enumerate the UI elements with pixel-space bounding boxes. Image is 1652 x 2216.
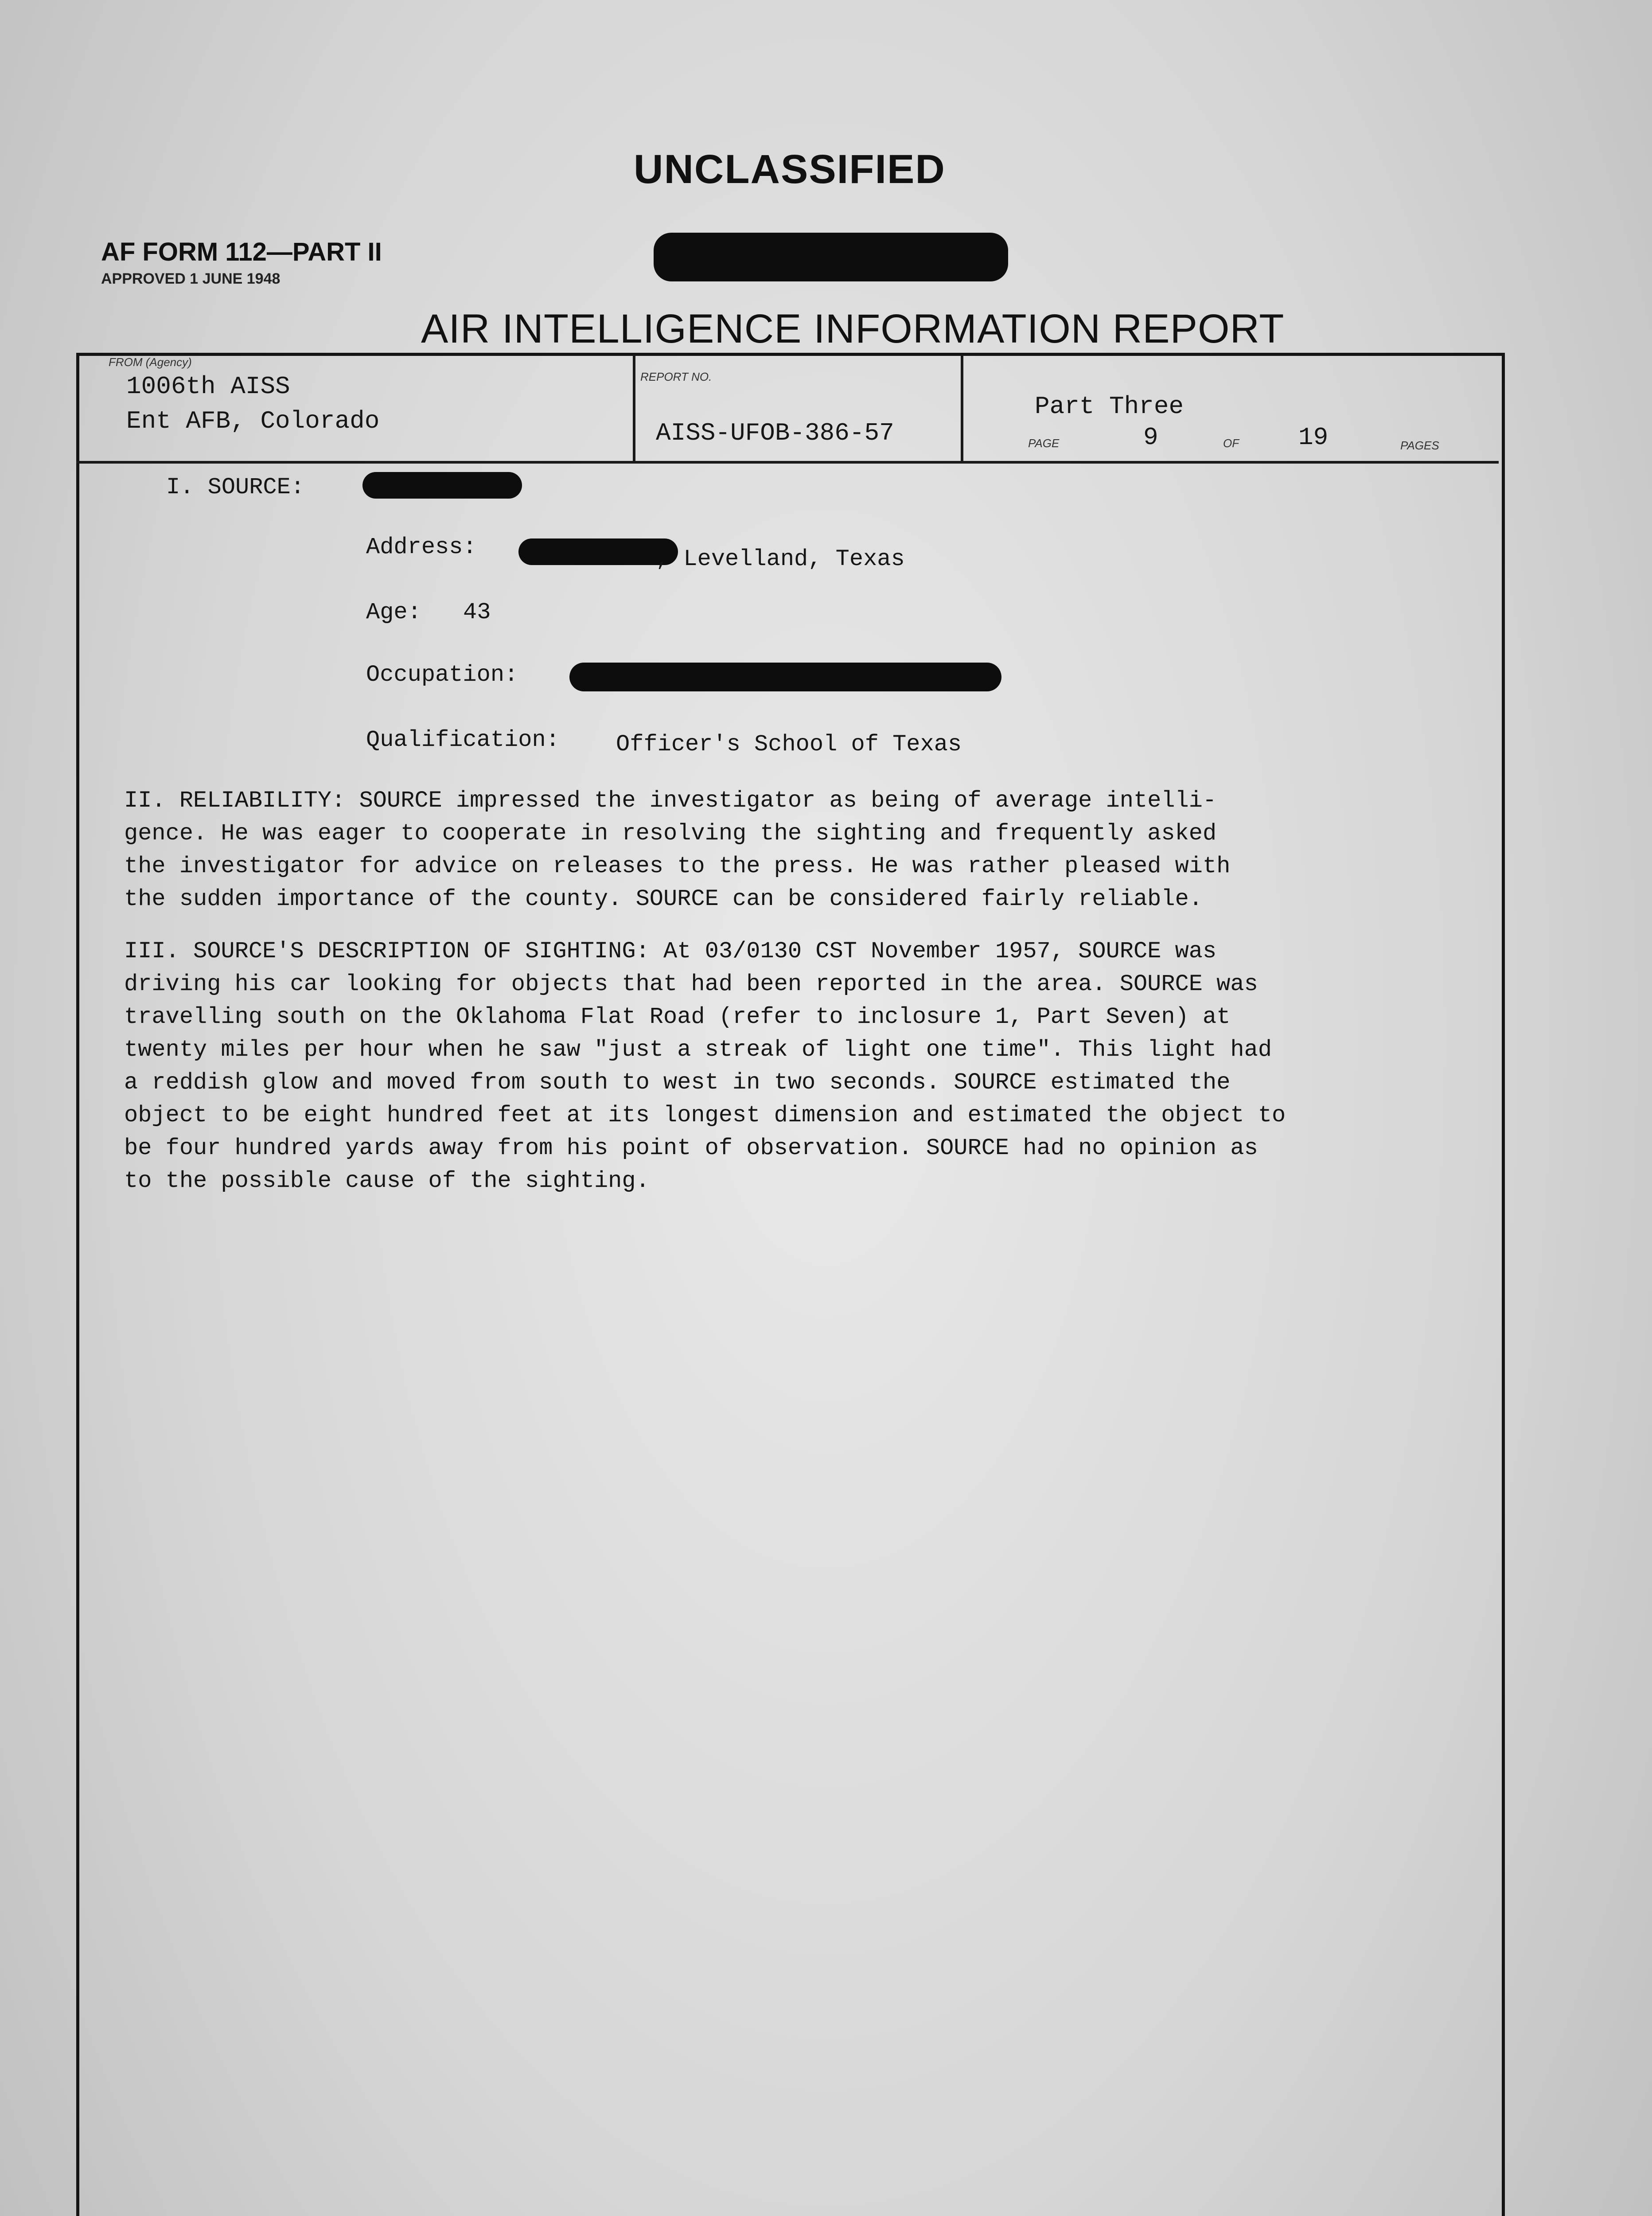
qualification-label: Qualification: — [366, 727, 560, 753]
of-label: OF — [1223, 437, 1239, 450]
report-no-label: REPORT NO. — [640, 370, 712, 383]
form-approved-date: APPROVED 1 JUNE 1948 — [101, 270, 281, 287]
classification-top: UNCLASSIFIED — [634, 147, 946, 192]
redaction-source-name — [362, 472, 522, 499]
reliability-heading: II. RELIABILITY: — [124, 788, 346, 814]
description-line-6: object to be eight hundred feet at its longest dimension and estimated the object to — [124, 1102, 1286, 1128]
page-number: 9 — [1143, 423, 1158, 452]
page-label: PAGE — [1028, 437, 1060, 450]
description-line-3: travelling south on the Oklahoma Flat Road (refer to inclosure 1, Part Seven) at — [124, 1004, 1231, 1030]
description-line-2: driving his car looking for objects that had been reported in the area. SOURCE was — [124, 971, 1258, 997]
description-heading: III. SOURCE'S DESCRIPTION OF SIGHTING: — [124, 938, 650, 964]
address-value: , Levelland, Texas — [656, 546, 905, 572]
qualification-value: Officer's School of Texas — [616, 731, 962, 757]
report-frame — [76, 353, 1505, 2216]
description-line-4: twenty miles per hour when he saw "just a streak of light one time". This light had — [124, 1037, 1272, 1063]
description-line-5: a reddish glow and moved from south to west in two seconds. SOURCE estimated the — [124, 1069, 1231, 1096]
column-divider-2 — [961, 355, 963, 461]
form-id: AF FORM 112—PART II — [101, 238, 382, 266]
column-divider-1 — [633, 355, 635, 461]
redaction-occupation — [569, 663, 1001, 691]
report-title: AIR INTELLIGENCE INFORMATION REPORT — [421, 306, 1285, 351]
redaction-bar-top — [654, 233, 1008, 281]
report-number: AISS-UFOB-386-57 — [656, 419, 894, 447]
reliability-section — [124, 784, 1462, 916]
pages-label: PAGES — [1400, 439, 1439, 452]
total-pages: 19 — [1298, 423, 1329, 452]
age-label: Age: — [366, 599, 421, 625]
reliability-line-3: the investigator for advice on releases to the press. He was rather pleased with — [124, 853, 1231, 879]
from-unit: 1006th AISS — [126, 372, 290, 401]
reliability-line-4: the sudden importance of the county. SOURCE can be considered fairly reliable. — [124, 886, 1203, 912]
sighting-description-section — [124, 935, 1462, 1198]
redaction-address — [518, 538, 678, 565]
reliability-line-1: II. RELIABILITY: SOURCE impressed the investigator as being of average intelli- — [124, 788, 1217, 814]
source-heading: I. SOURCE: — [166, 474, 305, 500]
from-location: Ent AFB, Colorado — [126, 407, 380, 435]
from-label: FROM (Agency) — [109, 355, 192, 369]
address-label: Address: — [366, 534, 477, 560]
age-value: 43 — [463, 599, 491, 625]
occupation-label: Occupation: — [366, 662, 518, 688]
description-line-7: be four hundred yards away from his point of observation. SOURCE had no opinion as — [124, 1135, 1258, 1161]
description-line-8: to the possible cause of the sighting. — [124, 1168, 650, 1194]
reliability-line-2: gence. He was eager to cooperate in resolving the sighting and frequently asked — [124, 820, 1217, 847]
header-divider — [76, 461, 1499, 464]
description-line-1: III. SOURCE'S DESCRIPTION OF SIGHTING: At 03/0130 CST November 1957, SOURCE was — [124, 938, 1217, 964]
report-part: Part Three — [1035, 392, 1184, 421]
